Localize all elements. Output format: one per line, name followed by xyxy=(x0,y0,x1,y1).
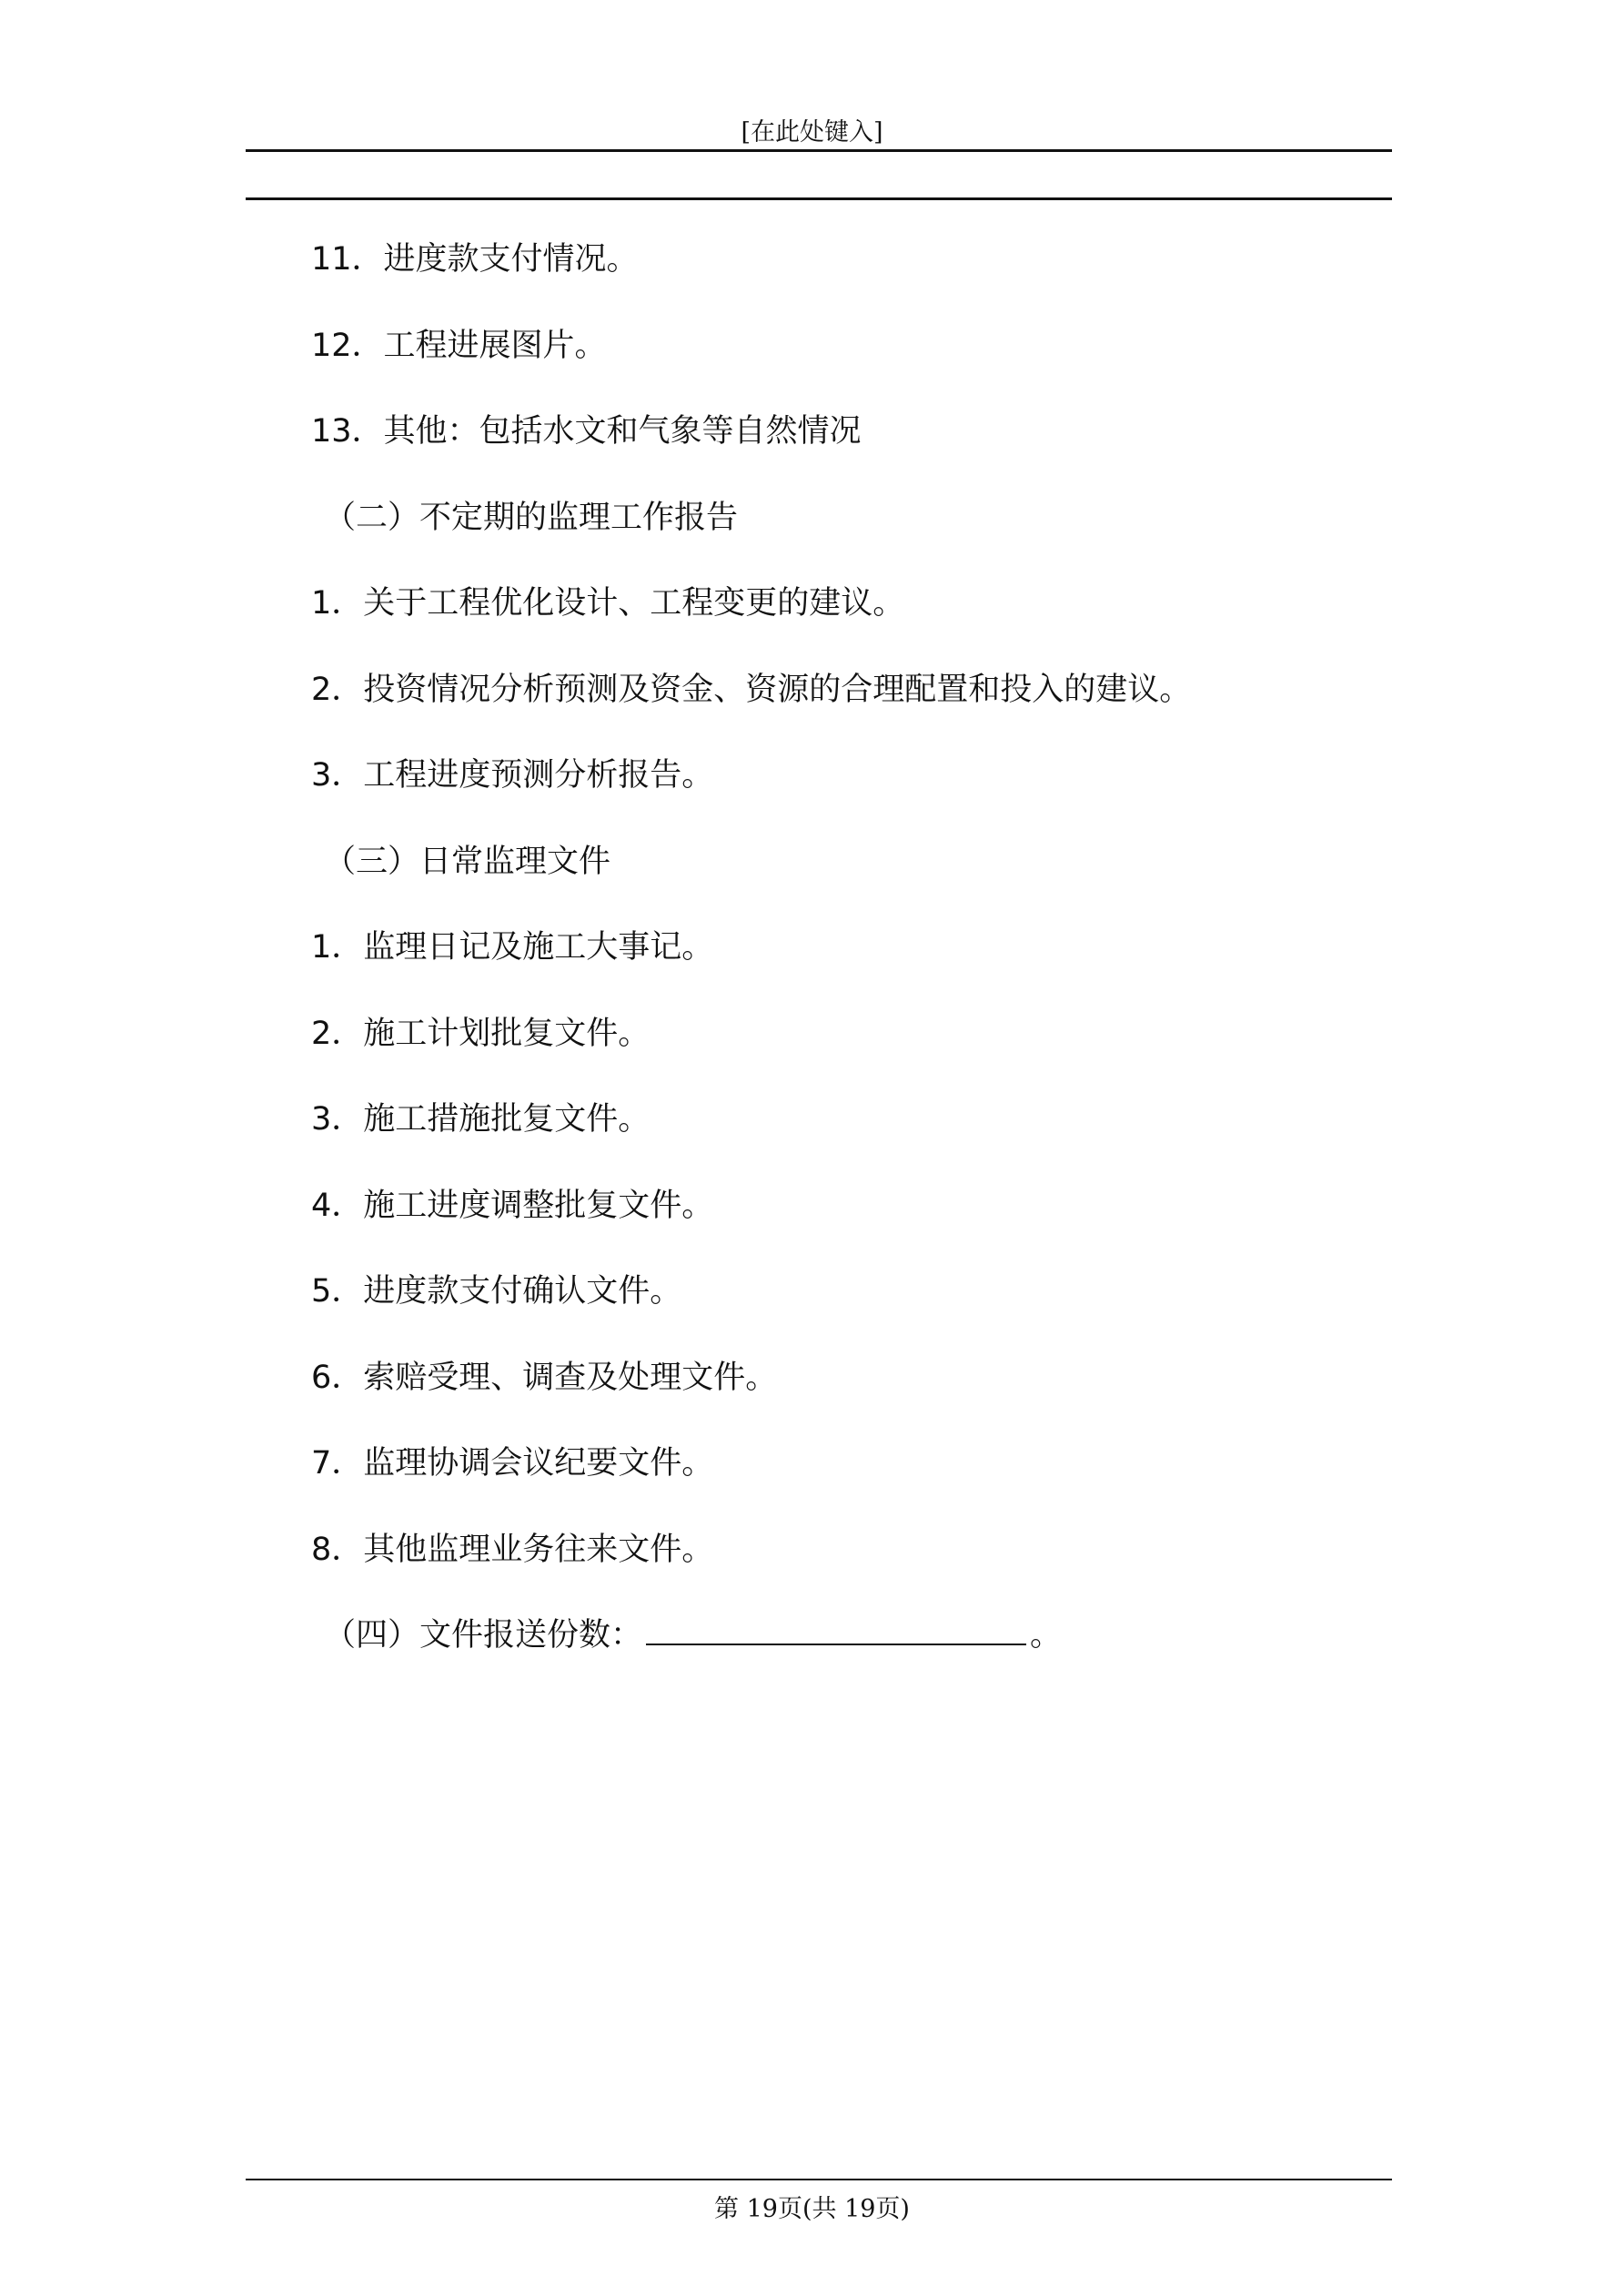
list-item: 6．索赔受理、调查及处理文件。 xyxy=(311,1359,778,1396)
list-item: 8．其他监理业务往来文件。 xyxy=(311,1531,714,1568)
header-rule xyxy=(246,149,1392,152)
list-item: 2．施工计划批复文件。 xyxy=(311,1015,651,1052)
header-rule-secondary xyxy=(246,197,1392,200)
document-body xyxy=(311,217,1357,1679)
list-item: 4．施工进度调整批复文件。 xyxy=(311,1187,714,1224)
list-item: 5．进度款支付确认文件。 xyxy=(311,1273,682,1310)
list-item: 7．监理协调会议纪要文件。 xyxy=(311,1445,714,1482)
copies-blank-field[interactable] xyxy=(646,1616,1026,1645)
copies-label: （四）文件报送份数： xyxy=(324,1617,643,1654)
copies-line xyxy=(324,1593,1357,1679)
list-item: 2．投资情况分析预测及资金、资源的合理配置和投入的建议。 xyxy=(311,671,1192,708)
page-number: 第 19页(共 19页) xyxy=(714,2195,910,2223)
list-item: 13．其他：包括水文和气象等自然情况 xyxy=(311,413,862,450)
list-item: 11．进度款支付情况。 xyxy=(311,241,639,278)
list-item: 1．监理日记及施工大事记。 xyxy=(311,929,714,966)
list-item: 3．施工措施批复文件。 xyxy=(311,1101,651,1138)
copies-suffix: 。 xyxy=(1030,1617,1063,1654)
section-heading: （二）不定期的监理工作报告 xyxy=(324,499,739,536)
section-heading: （三）日常监理文件 xyxy=(324,843,611,880)
list-item: 1．关于工程优化设计、工程变更的建议。 xyxy=(311,585,905,622)
header-placeholder[interactable]: [在此处键入] xyxy=(741,118,883,147)
footer-rule xyxy=(246,2179,1392,2180)
list-item: 12．工程进展图片。 xyxy=(311,327,607,364)
list-item: 3．工程进度预测分析报告。 xyxy=(311,757,714,794)
